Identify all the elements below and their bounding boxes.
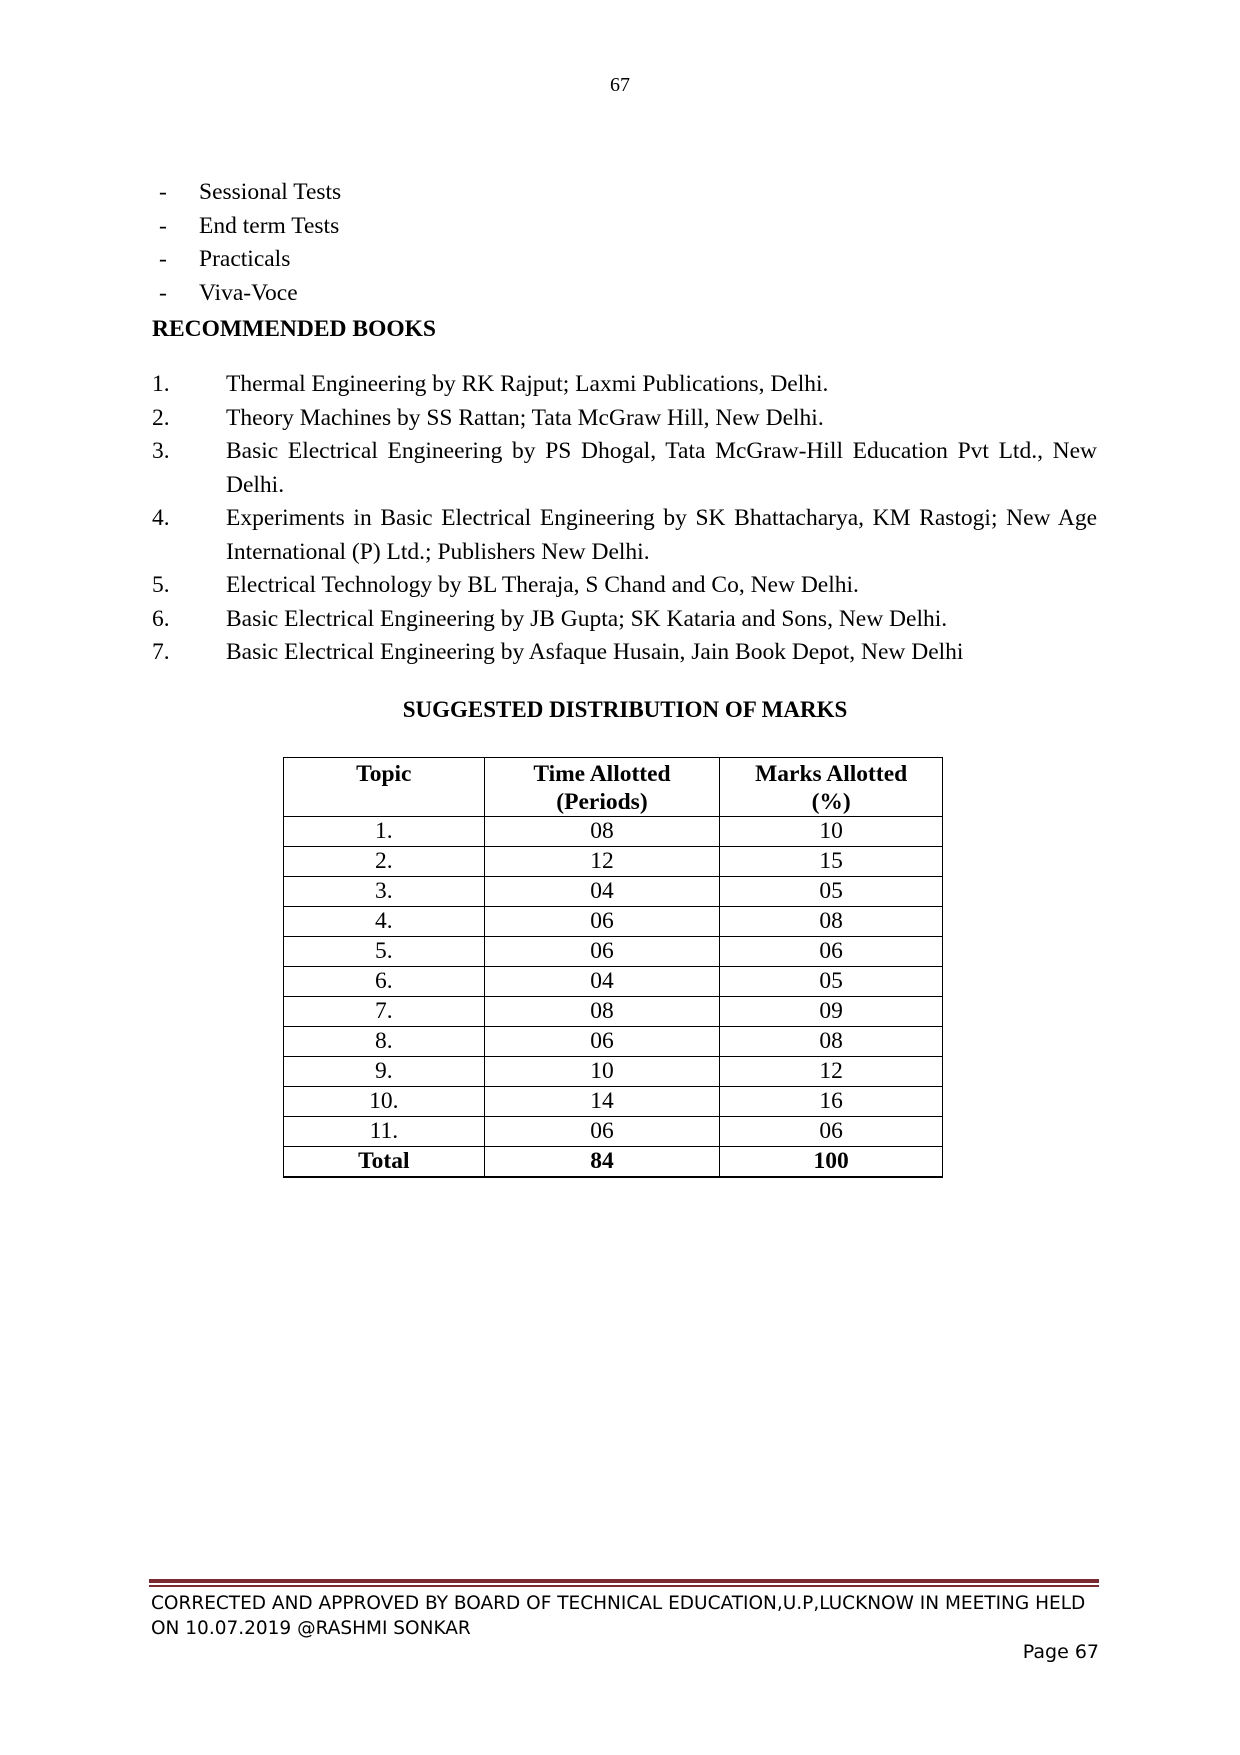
book-text: Theory Machines by SS Rattan; Tata McGraw Hill, New Delhi. <box>226 404 824 431</box>
book-number: 4. <box>152 505 170 531</box>
marks-cell: 10 <box>720 817 943 847</box>
topic-cell: 6. <box>284 967 485 997</box>
dash-marker: - <box>159 179 167 205</box>
time-cell: 06 <box>484 1117 720 1147</box>
total-time-cell: 84 <box>484 1147 720 1178</box>
table-row <box>284 817 943 847</box>
time-cell: 14 <box>484 1087 720 1117</box>
time-cell: 06 <box>484 907 720 937</box>
evaluation-item-text: Practicals <box>199 246 291 272</box>
marks-cell: 16 <box>720 1087 943 1117</box>
recommended-books-heading: RECOMMENDED BOOKS <box>152 316 436 342</box>
evaluation-item <box>159 277 341 311</box>
total-label-cell: Total <box>284 1147 485 1178</box>
topic-cell: 9. <box>284 1057 485 1087</box>
marks-cell: 15 <box>720 847 943 877</box>
dash-marker: - <box>159 212 167 239</box>
book-number: 5. <box>152 572 170 598</box>
dash-marker: - <box>159 246 167 272</box>
book-number: 1. <box>152 371 170 397</box>
book-text: Basic Electrical Engineering by PS Dhogal, Tata McGraw-Hill Education Pvt Ltd., New Delhi. <box>226 438 1097 498</box>
book-item <box>152 569 1097 603</box>
topic-cell: 8. <box>284 1027 485 1057</box>
book-item <box>152 636 1097 670</box>
topic-cell: 3. <box>284 877 485 907</box>
evaluation-item-text: End term Tests <box>199 212 340 239</box>
time-cell: 04 <box>484 967 720 997</box>
evaluation-item <box>159 176 341 210</box>
time-cell: 06 <box>484 1027 720 1057</box>
book-text: Electrical Technology by BL Theraja, S Chand and Co, New Delhi. <box>226 572 859 598</box>
table-row <box>284 907 943 937</box>
marks-cell: 08 <box>720 1027 943 1057</box>
table-header-row <box>284 758 943 817</box>
marks-cell: 06 <box>720 1117 943 1147</box>
book-item <box>152 603 1097 637</box>
header-marks-allotted: Marks Allotted (%) <box>720 758 943 817</box>
header-topic: Topic <box>284 758 485 817</box>
marks-cell: 09 <box>720 997 943 1027</box>
total-marks-cell: 100 <box>720 1147 943 1178</box>
topic-cell: 2. <box>284 847 485 877</box>
header-time-allotted: Time Allotted (Periods) <box>484 758 720 817</box>
book-number: 2. <box>152 404 170 431</box>
time-cell: 10 <box>484 1057 720 1087</box>
table-total-row <box>284 1147 943 1178</box>
table-body <box>284 817 943 1178</box>
marks-distribution-table <box>283 757 943 1178</box>
footer-line-1: CORRECTED AND APPROVED BY BOARD OF TECHNICAL EDUCATION,U.P,LUCKNOW IN MEETING HELD <box>151 1593 1086 1614</box>
topic-cell: 10. <box>284 1087 485 1117</box>
book-item <box>152 502 1097 569</box>
footer-rule-thick <box>149 1579 1099 1583</box>
marks-cell: 05 <box>720 967 943 997</box>
page-number-top: 67 <box>610 74 630 96</box>
time-cell: 04 <box>484 877 720 907</box>
table-row <box>284 1087 943 1117</box>
time-cell: 12 <box>484 847 720 877</box>
topic-cell: 4. <box>284 907 485 937</box>
book-number: 6. <box>152 605 170 632</box>
time-cell: 06 <box>484 937 720 967</box>
book-number: 3. <box>152 438 170 464</box>
marks-cell: 05 <box>720 877 943 907</box>
footer-rule-thin <box>149 1585 1099 1587</box>
table-row <box>284 1057 943 1087</box>
book-text: Experiments in Basic Electrical Engineering by SK Bhattacharya, KM Rastogi; New Age International (P) Ltd.; Publishers New Delhi. <box>226 505 1097 565</box>
dash-marker: - <box>159 279 167 306</box>
book-item <box>152 368 1097 402</box>
marks-cell: 06 <box>720 937 943 967</box>
table-row <box>284 877 943 907</box>
topic-cell: 5. <box>284 937 485 967</box>
table-row <box>284 847 943 877</box>
book-number: 7. <box>152 639 170 665</box>
footer-line-2: ON 10.07.2019 @RASHMI SONKAR <box>151 1618 471 1639</box>
evaluation-item-text: Viva-Voce <box>199 279 298 306</box>
time-cell: 08 <box>484 997 720 1027</box>
book-item <box>152 435 1097 502</box>
footer-page-number: Page 67 <box>1022 1641 1099 1663</box>
evaluation-item <box>159 243 341 277</box>
topic-cell: 7. <box>284 997 485 1027</box>
topic-cell: 11. <box>284 1117 485 1147</box>
time-cell: 08 <box>484 817 720 847</box>
table-row <box>284 937 943 967</box>
evaluation-item <box>159 210 341 244</box>
marks-cell: 08 <box>720 907 943 937</box>
table-row <box>284 997 943 1027</box>
evaluation-item-text: Sessional Tests <box>199 179 342 205</box>
book-text: Thermal Engineering by RK Rajput; Laxmi Publications, Delhi. <box>226 371 829 397</box>
table-row <box>284 1117 943 1147</box>
book-item <box>152 402 1097 436</box>
book-text: Basic Electrical Engineering by Asfaque Husain, Jain Book Depot, New Delhi <box>226 639 964 665</box>
marks-table-title: SUGGESTED DISTRIBUTION OF MARKS <box>402 697 848 722</box>
book-list <box>152 368 1097 670</box>
table-row <box>284 967 943 997</box>
marks-cell: 12 <box>720 1057 943 1087</box>
topic-cell: 1. <box>284 817 485 847</box>
footer-approval-text <box>151 1591 1101 1641</box>
evaluation-list <box>159 176 341 310</box>
table-row <box>284 1027 943 1057</box>
book-text: Basic Electrical Engineering by JB Gupta; SK Kataria and Sons, New Delhi. <box>226 605 948 632</box>
